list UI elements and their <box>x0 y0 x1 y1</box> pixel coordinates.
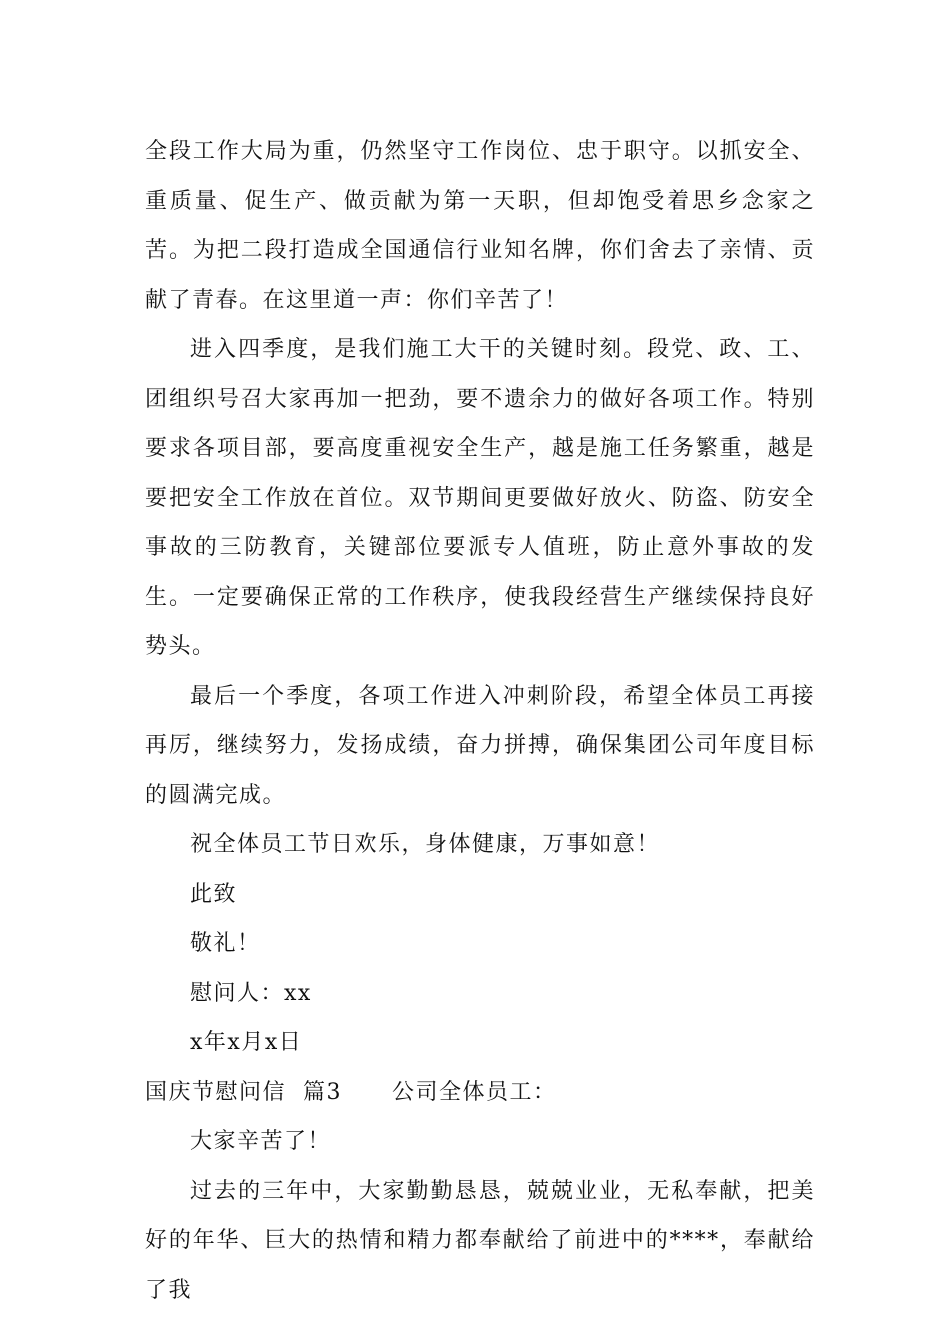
letter-body <box>145 127 815 1315</box>
greeting-line: 大家辛苦了！ <box>190 1129 332 1154</box>
section-heading-line <box>145 1068 815 1118</box>
paragraph-3: 最后一个季度，各项工作进入冲刺阶段，希望全体员工再接再厉，继续努力，发扬成绩，奋力拼搏，确保集团公司年度目标的圆满完成。 <box>145 683 815 808</box>
paragraph-4: 过去的三年中，大家勤勤恳恳，兢兢业业，无私奉献，把美好的年华、巨大的热情和精力都奉献给了前进中的****，奉献给了我 <box>145 1178 815 1303</box>
closing-line-2: 敬礼！ <box>190 931 261 956</box>
closing-line-1: 此致 <box>190 881 238 907</box>
section-title: 国庆节慰问信 篇3 <box>145 1079 342 1105</box>
wish-line: 祝全体员工节日欢乐，身体健康，万事如意！ <box>190 832 661 857</box>
paragraph-2: 进入四季度，是我们施工大干的关键时刻。段党、政、工、团组织号召大家再加一把劲，要不遗余力的做好各项工作。特别要求各项目部，要高度重视安全生产，越是施工任务繁重，越是要把安全工作放在首位。双节期间更要做好放火、防盗、防安全事故的三防教育，关键部位要派专人值班，防止意外事故的发生。一定要确保正常的工作秩序，使我段经营生产继续保持良好势头。 <box>145 337 815 659</box>
signer-line: 慰问人：xx <box>190 980 312 1006</box>
paragraph-1: 全段工作大局为重，仍然坚守工作岗位、忠于职守。以抓安全、重质量、促生产、做贡献为第一天职，但却饱受着思乡念家之苦。为把二段打造成全国通信行业知名牌，你们舍去了亲情、贡献了青春。在这里道一声：你们辛苦了！ <box>145 139 815 313</box>
date-line: x年x月x日 <box>190 1030 303 1055</box>
recipient: 公司全体员工： <box>391 1079 557 1105</box>
